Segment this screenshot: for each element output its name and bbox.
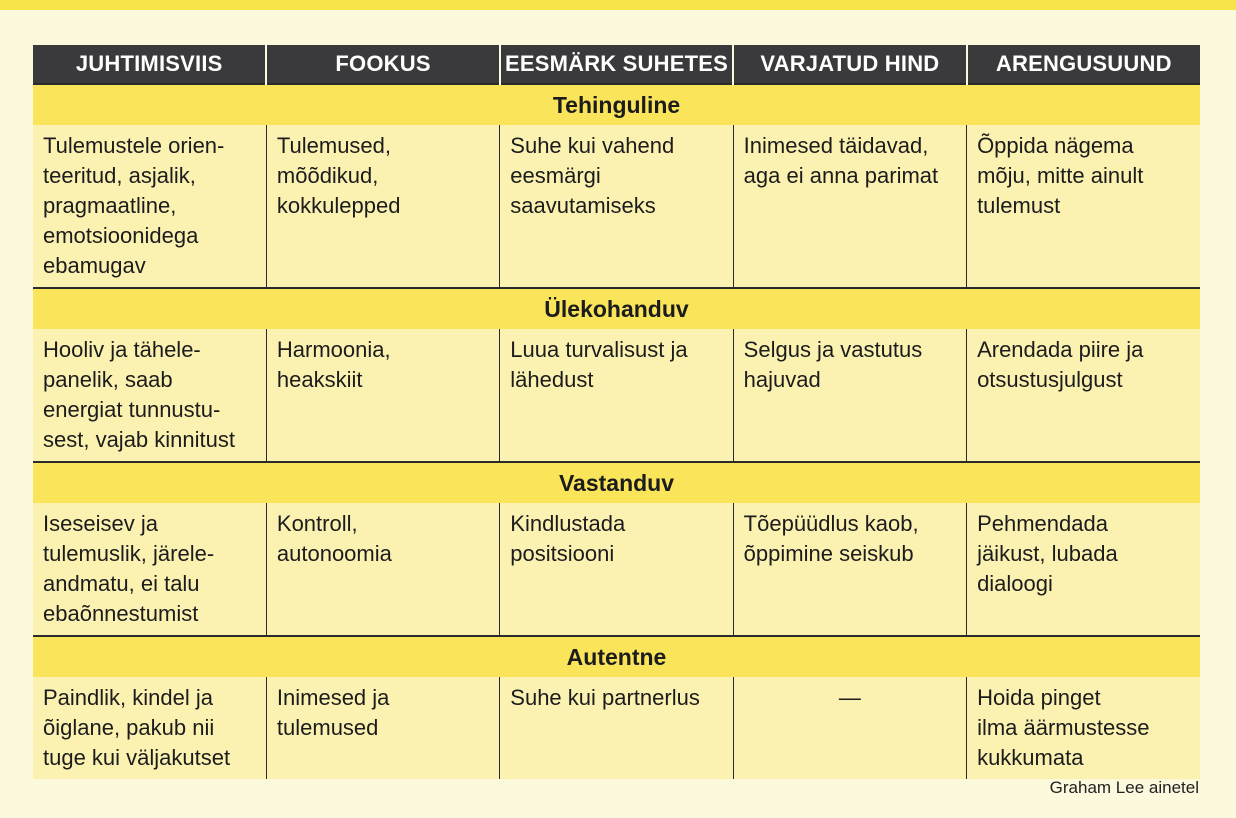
leadership-table-container xyxy=(33,45,1200,779)
table-row xyxy=(33,125,1200,288)
group-row-tehinguline xyxy=(33,84,1200,125)
cell-fookus: Harmoonia, heakskiit xyxy=(266,329,499,462)
cell-eesmark: Kindlustada positsiooni xyxy=(500,503,733,636)
group-title: Tehinguline xyxy=(33,84,1200,125)
header-arengusuund: ARENGUSUUND xyxy=(967,45,1200,84)
leadership-styles-table xyxy=(33,45,1200,779)
table-row xyxy=(33,329,1200,462)
top-accent-band xyxy=(0,0,1236,10)
cell-juhtimisviis: Hooliv ja tähele- panelik, saab energiat tunnustu- sest, vajab kinnitust xyxy=(33,329,266,462)
cell-varjatud-hind: — xyxy=(733,677,966,779)
table-row xyxy=(33,677,1200,779)
cell-arengusuund: Õppida nägema mõju, mitte ainult tulemust xyxy=(967,125,1200,288)
cell-varjatud-hind: Inimesed täidavad, aga ei anna parimat xyxy=(733,125,966,288)
header-varjatud-hind: VARJATUD HIND xyxy=(733,45,966,84)
cell-juhtimisviis: Iseseisev ja tulemuslik, järele- andmatu, ei talu ebaõnnestumist xyxy=(33,503,266,636)
cell-arengusuund: Pehmendada jäikust, lubada dialoogi xyxy=(967,503,1200,636)
group-title: Vastanduv xyxy=(33,462,1200,503)
source-credit: Graham Lee ainetel xyxy=(1049,778,1199,797)
cell-eesmark: Suhe kui vahend eesmärgi saavutamiseks xyxy=(500,125,733,288)
cell-varjatud-hind: Tõepüüdlus kaob, õppimine seiskub xyxy=(733,503,966,636)
cell-eesmark: Suhe kui partnerlus xyxy=(500,677,733,779)
cell-juhtimisviis: Paindlik, kindel ja õiglane, pakub nii tuge kui väljakutset xyxy=(33,677,266,779)
group-row-vastanduv xyxy=(33,462,1200,503)
cell-fookus: Kontroll, autonoomia xyxy=(266,503,499,636)
group-row-autentne xyxy=(33,636,1200,677)
cell-fookus: Inimesed ja tulemused xyxy=(266,677,499,779)
group-title: Ülekohanduv xyxy=(33,288,1200,329)
cell-juhtimisviis: Tulemustele orien- teeritud, asjalik, pragmaatline, emotsioonidega ebamugav xyxy=(33,125,266,288)
cell-eesmark: Luua turvalisust ja lähedust xyxy=(500,329,733,462)
group-title: Autentne xyxy=(33,636,1200,677)
cell-arengusuund: Arendada piire ja otsustusjulgust xyxy=(967,329,1200,462)
group-row-ulekohanduv xyxy=(33,288,1200,329)
header-eesmark-suhetes: EESMÄRK SUHETES xyxy=(500,45,733,84)
header-fookus: FOOKUS xyxy=(266,45,499,84)
header-juhtimisviis: JUHTIMISVIIS xyxy=(33,45,266,84)
header-row xyxy=(33,45,1200,84)
cell-arengusuund: Hoida pinget ilma äärmustesse kukkumata xyxy=(967,677,1200,779)
table-row xyxy=(33,503,1200,636)
cell-varjatud-hind: Selgus ja vastutus hajuvad xyxy=(733,329,966,462)
cell-fookus: Tulemused, mõõdikud, kokkulepped xyxy=(266,125,499,288)
